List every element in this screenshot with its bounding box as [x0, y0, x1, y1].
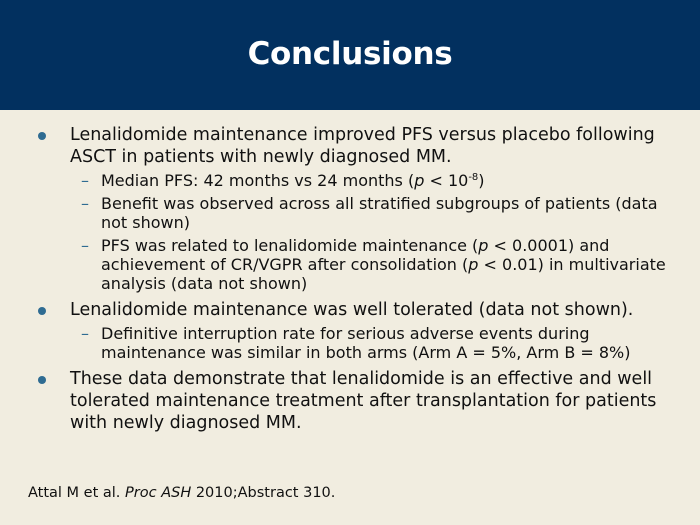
bullet-dot-icon — [38, 307, 46, 315]
bullet-dot-icon — [38, 132, 46, 140]
bullet-item — [0, 368, 700, 434]
slide-body — [0, 124, 700, 437]
sub-bullet-item — [0, 324, 700, 362]
sub-bullet-text: PFS was related to lenalidomide maintenance (p < 0.0001) and achievement of CR/VGPR after consolidation (p < 0.01) in multivariate analysis (data not shown) — [101, 236, 666, 293]
sub-bullet-list — [0, 171, 700, 293]
slide-title: Conclusions — [247, 36, 453, 72]
sub-bullet-item — [0, 194, 700, 232]
dash-icon: – — [81, 171, 89, 190]
sub-bullet-text: Median PFS: 42 months vs 24 months $(p < 10^{-8})$ — [101, 171, 485, 190]
reference-citation: Attal M et al. Proc ASH 2010;Abstract 310. — [28, 485, 336, 501]
bullet-item — [0, 299, 700, 321]
title-bar — [0, 0, 700, 110]
dash-icon: – — [81, 324, 89, 343]
sub-bullet-text: Definitive interruption rate for serious adverse events during maintenance was similar in both arms (Arm A = 5%, Arm B = 8%) — [101, 324, 631, 362]
bullet-text: Lenalidomide maintenance was well tolerated (data not shown). — [70, 300, 634, 320]
bullet-dot-icon — [38, 376, 46, 384]
sub-bullet-list — [0, 324, 700, 362]
sub-bullet-text: Benefit was observed across all stratified subgroups of patients (data not shown) — [101, 194, 658, 232]
dash-icon: – — [81, 194, 89, 213]
bullet-item — [0, 124, 700, 168]
bullet-text: These data demonstrate that lenalidomide is an effective and well tolerated maintenance treatment after transplantation for patients with newly diagnosed MM. — [70, 369, 657, 433]
dash-icon: – — [81, 236, 89, 255]
sub-bullet-item — [0, 171, 700, 190]
bullet-text: Lenalidomide maintenance improved PFS versus placebo following ASCT in patients with newly diagnosed MM. — [70, 125, 655, 167]
sub-bullet-item — [0, 236, 700, 293]
